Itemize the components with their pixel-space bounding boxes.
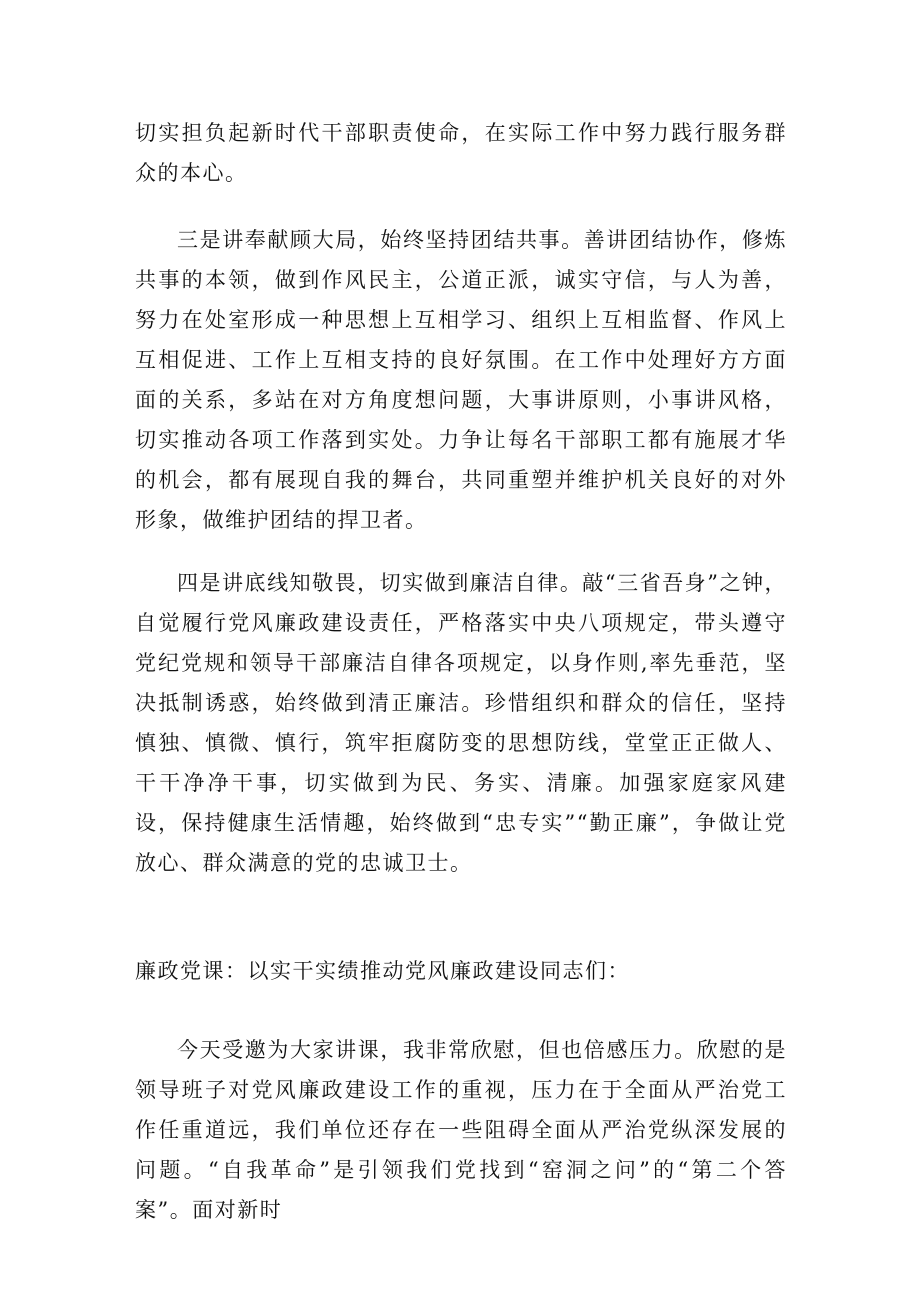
lecture-title-text: 廉政党课：以实干实绩推动党风廉政建设同志们： — [135, 959, 630, 983]
paragraph-opening — [135, 1030, 787, 1230]
paragraph-text: 四是讲底线知敬畏，切实做到廉洁自律。敲“三省吾身”之钟，自觉履行党风廉政建设责任，严格落实中央八项规定，带头遵守党纪党规和领导干部廉洁自律各项规定，以身作则,率先垂范，坚决抵制诱惑，始终做到清正廉洁。珍惜组织和群众的信任，坚持慎独、慎微、慎行，筑牢拒腐防变的思想防线，堂堂正正做人、干干净净干事，切实做到为民、务实、清廉。加强家庭家风建设，保持健康生活情趣，始终做到“忠专实”“勤正廉”，争做让党放心、群众满意的党的忠诚卫士。 — [135, 571, 787, 875]
lecture-title — [135, 951, 787, 991]
paragraph-point-three — [135, 220, 787, 540]
paragraph-point-four — [135, 563, 787, 883]
paragraph-text: 切实担负起新时代干部职责使命，在实际工作中努力践行服务群众的本心。 — [135, 121, 787, 185]
paragraph-text: 三是讲奉献顾大局，始终坚持团结共事。善讲团结协作，修炼共事的本领，做到作风民主，公道正派，诚实守信，与人为善，努力在处室形成一种思想上互相学习、组织上互相监督、作风上互相促进、工作上互相支持的良好氛围。在工作中处理好方方面面的关系，多站在对方角度想问题，大事讲原则，小事讲风格，切实推动各项工作落到实处。力争让每名干部职工都有施展才华的机会，都有展现自我的舞台，共同重塑并维护机关良好的对外形象，做维护团结的捍卫者。 — [135, 228, 787, 532]
paragraph-text: 今天受邀为大家讲课，我非常欣慰，但也倍感压力。欣慰的是领导班子对党风廉政建设工作的重视，压力在于全面从严治党工作任重道远，我们单位还存在一些阻碍全面从严治党纵深发展的问题。“自我革命”是引领我们党找到“窑洞之问”的“第二个答案”。面对新时 — [135, 1038, 787, 1222]
paragraph-intro-end — [135, 113, 787, 193]
